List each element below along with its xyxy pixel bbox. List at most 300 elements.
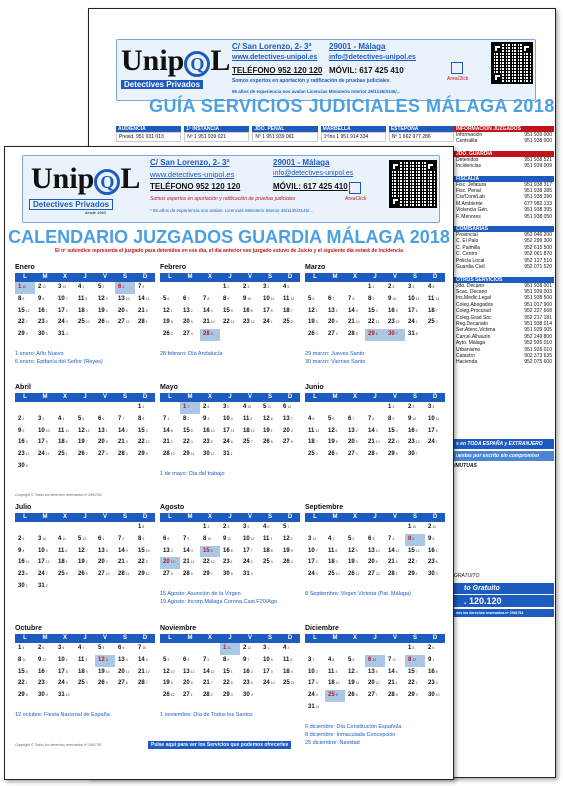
day-cell[interactable] bbox=[35, 534, 55, 546]
day-cell[interactable] bbox=[365, 414, 385, 426]
day-cell[interactable] bbox=[365, 306, 385, 318]
day-cell[interactable] bbox=[365, 655, 385, 667]
day-cell[interactable] bbox=[260, 294, 280, 306]
day-cell[interactable] bbox=[135, 449, 155, 461]
day-cell[interactable] bbox=[200, 317, 220, 329]
day-cell[interactable] bbox=[385, 667, 405, 679]
day-cell[interactable] bbox=[55, 678, 75, 690]
day-cell[interactable] bbox=[240, 402, 260, 414]
day-cell[interactable] bbox=[95, 569, 115, 581]
day-cell[interactable] bbox=[305, 702, 325, 714]
day-cell[interactable] bbox=[405, 522, 425, 534]
day-cell[interactable] bbox=[115, 534, 135, 546]
day-cell[interactable] bbox=[325, 557, 345, 569]
day-cell[interactable] bbox=[115, 667, 135, 679]
day-cell[interactable] bbox=[425, 534, 445, 546]
day-cell[interactable] bbox=[260, 282, 280, 294]
day-cell[interactable] bbox=[55, 282, 75, 294]
day-cell[interactable] bbox=[425, 690, 445, 702]
day-cell[interactable] bbox=[260, 306, 280, 318]
day-cell[interactable] bbox=[160, 317, 180, 329]
day-cell[interactable] bbox=[385, 294, 405, 306]
day-cell[interactable] bbox=[325, 690, 345, 702]
day-cell[interactable] bbox=[405, 690, 425, 702]
day-cell[interactable] bbox=[260, 546, 280, 558]
day-cell[interactable] bbox=[220, 546, 240, 558]
day-cell[interactable] bbox=[180, 306, 200, 318]
day-cell[interactable] bbox=[115, 414, 135, 426]
day-cell[interactable] bbox=[95, 546, 115, 558]
day-cell[interactable] bbox=[220, 449, 240, 461]
day-cell[interactable] bbox=[55, 569, 75, 581]
day-cell[interactable] bbox=[405, 678, 425, 690]
day-cell[interactable] bbox=[365, 294, 385, 306]
day-cell[interactable] bbox=[260, 414, 280, 426]
day-cell[interactable] bbox=[75, 426, 95, 438]
day-cell[interactable] bbox=[365, 546, 385, 558]
day-cell[interactable] bbox=[280, 678, 300, 690]
day-cell[interactable] bbox=[115, 449, 135, 461]
day-cell[interactable] bbox=[220, 306, 240, 318]
day-cell[interactable] bbox=[325, 317, 345, 329]
day-cell[interactable] bbox=[35, 329, 55, 341]
day-cell[interactable] bbox=[135, 306, 155, 318]
day-cell[interactable] bbox=[15, 534, 35, 546]
day-cell[interactable] bbox=[305, 329, 325, 341]
day-cell[interactable] bbox=[260, 655, 280, 667]
day-cell[interactable] bbox=[220, 522, 240, 534]
day-cell[interactable] bbox=[180, 426, 200, 438]
day-cell[interactable] bbox=[325, 449, 345, 461]
day-cell[interactable] bbox=[260, 317, 280, 329]
day-cell[interactable] bbox=[35, 667, 55, 679]
day-cell[interactable] bbox=[240, 678, 260, 690]
day-cell[interactable] bbox=[200, 294, 220, 306]
day-cell[interactable] bbox=[180, 690, 200, 702]
day-cell[interactable] bbox=[425, 437, 445, 449]
day-cell[interactable] bbox=[75, 678, 95, 690]
day-cell[interactable] bbox=[200, 678, 220, 690]
day-cell[interactable] bbox=[305, 546, 325, 558]
day-cell[interactable] bbox=[280, 557, 300, 569]
day-cell[interactable] bbox=[220, 655, 240, 667]
day-cell[interactable] bbox=[405, 534, 425, 546]
day-cell[interactable] bbox=[345, 569, 365, 581]
day-cell[interactable] bbox=[200, 546, 220, 558]
day-cell[interactable] bbox=[35, 643, 55, 655]
day-cell[interactable] bbox=[240, 643, 260, 655]
day-cell[interactable] bbox=[280, 414, 300, 426]
day-cell[interactable] bbox=[95, 282, 115, 294]
day-cell[interactable] bbox=[365, 557, 385, 569]
day-cell[interactable] bbox=[15, 317, 35, 329]
day-cell[interactable] bbox=[405, 655, 425, 667]
areaclick-icon[interactable] bbox=[349, 182, 361, 194]
day-cell[interactable] bbox=[180, 546, 200, 558]
day-cell[interactable] bbox=[180, 678, 200, 690]
day-cell[interactable] bbox=[220, 667, 240, 679]
day-cell[interactable] bbox=[305, 426, 325, 438]
day-cell[interactable] bbox=[135, 546, 155, 558]
day-cell[interactable] bbox=[425, 557, 445, 569]
day-cell[interactable] bbox=[35, 581, 55, 593]
day-cell[interactable] bbox=[15, 282, 35, 294]
day-cell[interactable] bbox=[240, 306, 260, 318]
day-cell[interactable] bbox=[425, 317, 445, 329]
day-cell[interactable] bbox=[305, 690, 325, 702]
day-cell[interactable] bbox=[280, 667, 300, 679]
day-cell[interactable] bbox=[115, 569, 135, 581]
day-cell[interactable] bbox=[425, 546, 445, 558]
day-cell[interactable] bbox=[180, 437, 200, 449]
day-cell[interactable] bbox=[15, 426, 35, 438]
day-cell[interactable] bbox=[75, 294, 95, 306]
day-cell[interactable] bbox=[280, 546, 300, 558]
day-cell[interactable] bbox=[95, 557, 115, 569]
day-cell[interactable] bbox=[305, 306, 325, 318]
day-cell[interactable] bbox=[55, 534, 75, 546]
day-cell[interactable] bbox=[135, 569, 155, 581]
day-cell[interactable] bbox=[365, 667, 385, 679]
day-cell[interactable] bbox=[305, 569, 325, 581]
day-cell[interactable] bbox=[160, 294, 180, 306]
day-cell[interactable] bbox=[180, 317, 200, 329]
day-cell[interactable] bbox=[365, 437, 385, 449]
day-cell[interactable] bbox=[305, 534, 325, 546]
day-cell[interactable] bbox=[345, 426, 365, 438]
day-cell[interactable] bbox=[385, 306, 405, 318]
day-cell[interactable] bbox=[135, 426, 155, 438]
day-cell[interactable] bbox=[240, 667, 260, 679]
day-cell[interactable] bbox=[345, 317, 365, 329]
day-cell[interactable] bbox=[15, 667, 35, 679]
day-cell[interactable] bbox=[305, 557, 325, 569]
day-cell[interactable] bbox=[405, 667, 425, 679]
day-cell[interactable] bbox=[240, 426, 260, 438]
day-cell[interactable] bbox=[135, 414, 155, 426]
day-cell[interactable] bbox=[240, 317, 260, 329]
day-cell[interactable] bbox=[75, 437, 95, 449]
day-cell[interactable] bbox=[405, 426, 425, 438]
day-cell[interactable] bbox=[345, 329, 365, 341]
day-cell[interactable] bbox=[55, 667, 75, 679]
day-cell[interactable] bbox=[220, 534, 240, 546]
day-cell[interactable] bbox=[200, 414, 220, 426]
day-cell[interactable] bbox=[385, 414, 405, 426]
day-cell[interactable] bbox=[405, 546, 425, 558]
day-cell[interactable] bbox=[180, 402, 200, 414]
day-cell[interactable] bbox=[345, 437, 365, 449]
day-cell[interactable] bbox=[425, 306, 445, 318]
day-cell[interactable] bbox=[15, 294, 35, 306]
areaclick-label[interactable]: AreaClick bbox=[345, 196, 367, 202]
day-cell[interactable] bbox=[160, 449, 180, 461]
day-cell[interactable] bbox=[180, 655, 200, 667]
day-cell[interactable] bbox=[365, 690, 385, 702]
day-cell[interactable] bbox=[15, 306, 35, 318]
day-cell[interactable] bbox=[95, 655, 115, 667]
day-cell[interactable] bbox=[55, 294, 75, 306]
day-cell[interactable] bbox=[15, 655, 35, 667]
day-cell[interactable] bbox=[240, 437, 260, 449]
day-cell[interactable] bbox=[325, 678, 345, 690]
day-cell[interactable] bbox=[135, 643, 155, 655]
day-cell[interactable] bbox=[365, 317, 385, 329]
day-cell[interactable] bbox=[160, 414, 180, 426]
day-cell[interactable] bbox=[200, 437, 220, 449]
day-cell[interactable] bbox=[280, 426, 300, 438]
day-cell[interactable] bbox=[365, 329, 385, 341]
day-cell[interactable] bbox=[280, 534, 300, 546]
day-cell[interactable] bbox=[160, 569, 180, 581]
day-cell[interactable] bbox=[200, 329, 220, 341]
day-cell[interactable] bbox=[425, 522, 445, 534]
day-cell[interactable] bbox=[115, 426, 135, 438]
day-cell[interactable] bbox=[180, 449, 200, 461]
day-cell[interactable] bbox=[385, 655, 405, 667]
day-cell[interactable] bbox=[385, 317, 405, 329]
day-cell[interactable] bbox=[135, 317, 155, 329]
day-cell[interactable] bbox=[35, 690, 55, 702]
day-cell[interactable] bbox=[280, 317, 300, 329]
day-cell[interactable] bbox=[385, 690, 405, 702]
day-cell[interactable] bbox=[325, 414, 345, 426]
day-cell[interactable] bbox=[240, 522, 260, 534]
day-cell[interactable] bbox=[345, 678, 365, 690]
day-cell[interactable] bbox=[220, 643, 240, 655]
day-cell[interactable] bbox=[95, 294, 115, 306]
day-cell[interactable] bbox=[260, 522, 280, 534]
day-cell[interactable] bbox=[115, 294, 135, 306]
day-cell[interactable] bbox=[305, 414, 325, 426]
day-cell[interactable] bbox=[75, 655, 95, 667]
day-cell[interactable] bbox=[15, 557, 35, 569]
day-cell[interactable] bbox=[200, 655, 220, 667]
day-cell[interactable] bbox=[385, 569, 405, 581]
day-cell[interactable] bbox=[405, 317, 425, 329]
day-cell[interactable] bbox=[35, 569, 55, 581]
day-cell[interactable] bbox=[35, 449, 55, 461]
day-cell[interactable] bbox=[35, 557, 55, 569]
day-cell[interactable] bbox=[325, 306, 345, 318]
day-cell[interactable] bbox=[160, 534, 180, 546]
day-cell[interactable] bbox=[385, 426, 405, 438]
day-cell[interactable] bbox=[35, 678, 55, 690]
day-cell[interactable] bbox=[405, 402, 425, 414]
day-cell[interactable] bbox=[325, 426, 345, 438]
day-cell[interactable] bbox=[75, 534, 95, 546]
day-cell[interactable] bbox=[15, 678, 35, 690]
day-cell[interactable] bbox=[280, 306, 300, 318]
day-cell[interactable] bbox=[160, 329, 180, 341]
day-cell[interactable] bbox=[75, 414, 95, 426]
day-cell[interactable] bbox=[405, 437, 425, 449]
day-cell[interactable] bbox=[95, 426, 115, 438]
day-cell[interactable] bbox=[325, 655, 345, 667]
day-cell[interactable] bbox=[220, 294, 240, 306]
day-cell[interactable] bbox=[135, 402, 155, 414]
day-cell[interactable] bbox=[95, 667, 115, 679]
day-cell[interactable] bbox=[95, 534, 115, 546]
day-cell[interactable] bbox=[280, 402, 300, 414]
day-cell[interactable] bbox=[35, 414, 55, 426]
day-cell[interactable] bbox=[55, 449, 75, 461]
day-cell[interactable] bbox=[405, 306, 425, 318]
day-cell[interactable] bbox=[55, 317, 75, 329]
day-cell[interactable] bbox=[115, 678, 135, 690]
day-cell[interactable] bbox=[260, 667, 280, 679]
day-cell[interactable] bbox=[240, 569, 260, 581]
day-cell[interactable] bbox=[385, 282, 405, 294]
day-cell[interactable] bbox=[345, 690, 365, 702]
day-cell[interactable] bbox=[345, 414, 365, 426]
day-cell[interactable] bbox=[405, 449, 425, 461]
day-cell[interactable] bbox=[385, 678, 405, 690]
day-cell[interactable] bbox=[180, 569, 200, 581]
day-cell[interactable] bbox=[325, 294, 345, 306]
day-cell[interactable] bbox=[325, 437, 345, 449]
day-cell[interactable] bbox=[15, 437, 35, 449]
day-cell[interactable] bbox=[160, 557, 180, 569]
day-cell[interactable] bbox=[305, 678, 325, 690]
day-cell[interactable] bbox=[75, 317, 95, 329]
day-cell[interactable] bbox=[115, 306, 135, 318]
day-cell[interactable] bbox=[220, 426, 240, 438]
day-cell[interactable] bbox=[365, 449, 385, 461]
day-cell[interactable] bbox=[425, 282, 445, 294]
day-cell[interactable] bbox=[385, 402, 405, 414]
day-cell[interactable] bbox=[115, 437, 135, 449]
day-cell[interactable] bbox=[35, 655, 55, 667]
day-cell[interactable] bbox=[425, 667, 445, 679]
day-cell[interactable] bbox=[405, 414, 425, 426]
day-cell[interactable] bbox=[135, 534, 155, 546]
day-cell[interactable] bbox=[220, 317, 240, 329]
day-cell[interactable] bbox=[385, 449, 405, 461]
day-cell[interactable] bbox=[425, 294, 445, 306]
day-cell[interactable] bbox=[280, 282, 300, 294]
day-cell[interactable] bbox=[240, 690, 260, 702]
day-cell[interactable] bbox=[180, 534, 200, 546]
day-cell[interactable] bbox=[325, 546, 345, 558]
day-cell[interactable] bbox=[365, 678, 385, 690]
day-cell[interactable] bbox=[240, 282, 260, 294]
services-button[interactable]: Pulse aquí para ver los Servicios que podemos ofrecerles bbox=[148, 741, 291, 749]
day-cell[interactable] bbox=[260, 426, 280, 438]
day-cell[interactable] bbox=[160, 667, 180, 679]
day-cell[interactable] bbox=[385, 329, 405, 341]
day-cell[interactable] bbox=[365, 426, 385, 438]
day-cell[interactable] bbox=[180, 414, 200, 426]
day-cell[interactable] bbox=[280, 294, 300, 306]
day-cell[interactable] bbox=[200, 522, 220, 534]
day-cell[interactable] bbox=[405, 294, 425, 306]
day-cell[interactable] bbox=[180, 557, 200, 569]
day-cell[interactable] bbox=[160, 306, 180, 318]
day-cell[interactable] bbox=[15, 690, 35, 702]
day-cell[interactable] bbox=[115, 643, 135, 655]
day-cell[interactable] bbox=[425, 569, 445, 581]
day-cell[interactable] bbox=[95, 317, 115, 329]
day-cell[interactable] bbox=[115, 282, 135, 294]
day-cell[interactable] bbox=[55, 690, 75, 702]
day-cell[interactable] bbox=[240, 655, 260, 667]
day-cell[interactable] bbox=[95, 306, 115, 318]
website-link[interactable]: www.detectives-unipol.es bbox=[150, 170, 235, 179]
day-cell[interactable] bbox=[280, 655, 300, 667]
day-cell[interactable] bbox=[15, 461, 35, 473]
day-cell[interactable] bbox=[345, 306, 365, 318]
day-cell[interactable] bbox=[200, 534, 220, 546]
day-cell[interactable] bbox=[345, 294, 365, 306]
day-cell[interactable] bbox=[180, 329, 200, 341]
day-cell[interactable] bbox=[55, 414, 75, 426]
day-cell[interactable] bbox=[15, 449, 35, 461]
day-cell[interactable] bbox=[325, 534, 345, 546]
day-cell[interactable] bbox=[385, 546, 405, 558]
day-cell[interactable] bbox=[135, 667, 155, 679]
day-cell[interactable] bbox=[135, 522, 155, 534]
day-cell[interactable] bbox=[280, 437, 300, 449]
day-cell[interactable] bbox=[95, 437, 115, 449]
day-cell[interactable] bbox=[385, 437, 405, 449]
day-cell[interactable] bbox=[160, 426, 180, 438]
areaclick-label[interactable]: AreaClick bbox=[447, 76, 469, 82]
email-link[interactable]: info@detectives-unipol.es bbox=[273, 170, 354, 177]
day-cell[interactable] bbox=[220, 414, 240, 426]
day-cell[interactable] bbox=[55, 557, 75, 569]
day-cell[interactable] bbox=[405, 557, 425, 569]
day-cell[interactable] bbox=[220, 569, 240, 581]
day-cell[interactable] bbox=[35, 306, 55, 318]
day-cell[interactable] bbox=[35, 294, 55, 306]
day-cell[interactable] bbox=[75, 306, 95, 318]
day-cell[interactable] bbox=[115, 655, 135, 667]
day-cell[interactable] bbox=[180, 667, 200, 679]
day-cell[interactable] bbox=[35, 282, 55, 294]
day-cell[interactable] bbox=[325, 329, 345, 341]
day-cell[interactable] bbox=[220, 557, 240, 569]
day-cell[interactable] bbox=[35, 437, 55, 449]
day-cell[interactable] bbox=[135, 437, 155, 449]
day-cell[interactable] bbox=[200, 690, 220, 702]
day-cell[interactable] bbox=[240, 557, 260, 569]
day-cell[interactable] bbox=[405, 643, 425, 655]
day-cell[interactable] bbox=[305, 655, 325, 667]
day-cell[interactable] bbox=[305, 449, 325, 461]
day-cell[interactable] bbox=[425, 414, 445, 426]
day-cell[interactable] bbox=[135, 678, 155, 690]
day-cell[interactable] bbox=[55, 329, 75, 341]
day-cell[interactable] bbox=[95, 643, 115, 655]
day-cell[interactable] bbox=[385, 557, 405, 569]
website-link[interactable]: www.detectives-unipol.es bbox=[232, 54, 318, 61]
day-cell[interactable] bbox=[15, 329, 35, 341]
day-cell[interactable] bbox=[35, 546, 55, 558]
day-cell[interactable] bbox=[260, 402, 280, 414]
day-cell[interactable] bbox=[325, 569, 345, 581]
day-cell[interactable] bbox=[135, 282, 155, 294]
day-cell[interactable] bbox=[345, 449, 365, 461]
day-cell[interactable] bbox=[365, 534, 385, 546]
day-cell[interactable] bbox=[200, 557, 220, 569]
day-cell[interactable] bbox=[405, 329, 425, 341]
email-link[interactable]: info@detectives-unipol.es bbox=[329, 54, 416, 61]
day-cell[interactable] bbox=[15, 643, 35, 655]
day-cell[interactable] bbox=[75, 282, 95, 294]
day-cell[interactable] bbox=[200, 306, 220, 318]
day-cell[interactable] bbox=[260, 678, 280, 690]
